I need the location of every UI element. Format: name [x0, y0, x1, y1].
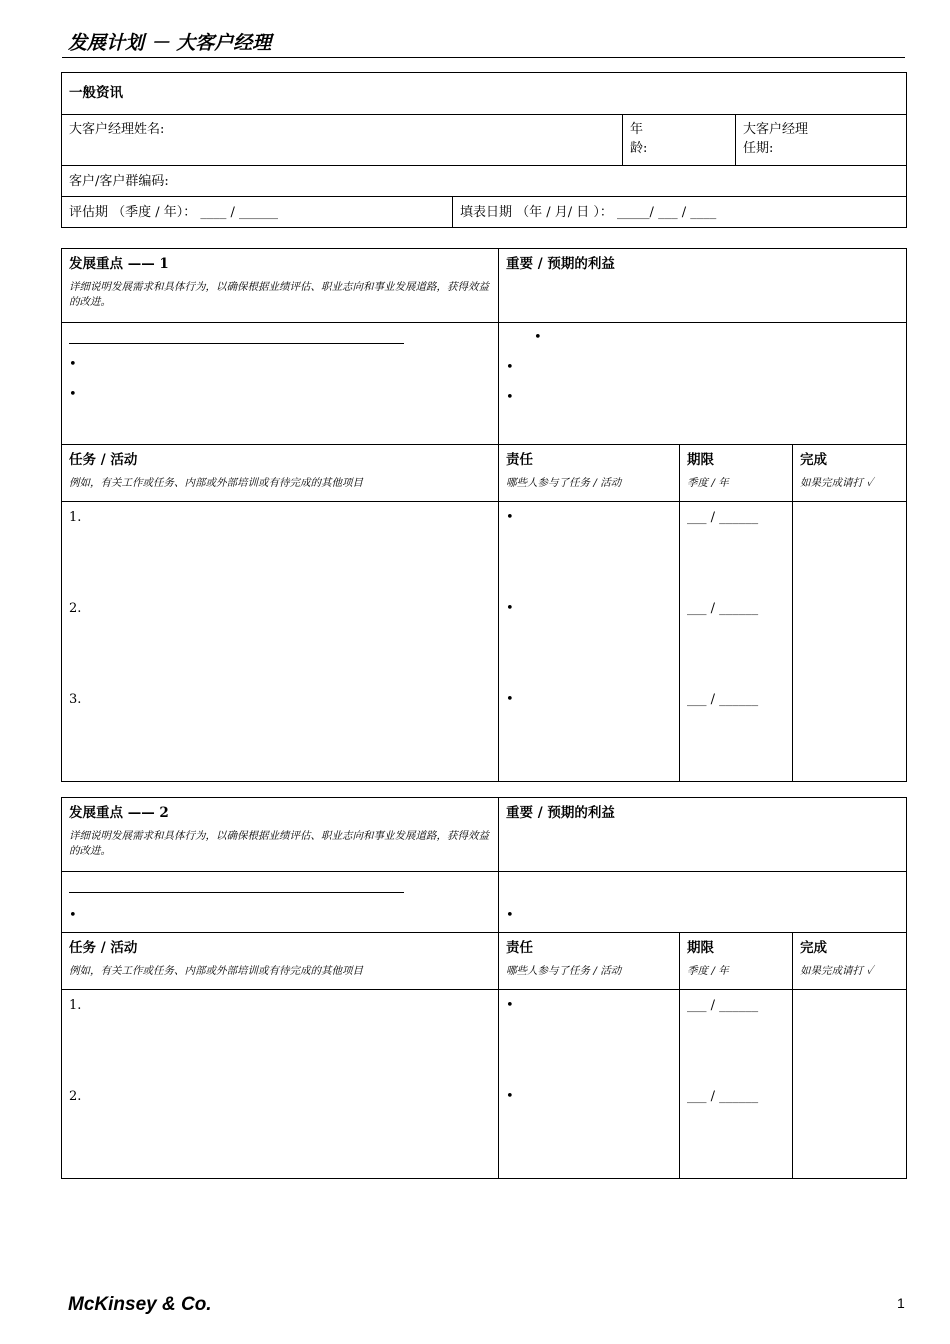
- bullet: •: [69, 908, 77, 923]
- general-info-header: 一般资讯: [62, 73, 907, 115]
- fill-date-field[interactable]: 填表日期 （年 / 月/ 日 ）： _____/ ___ / ____: [453, 197, 907, 228]
- bullet: •: [506, 390, 514, 405]
- bullet: •: [69, 357, 77, 372]
- deadline-value: ___ / ______: [687, 601, 759, 616]
- focus-1-title-cell: [62, 249, 499, 323]
- deadline-value: ___ / ______: [687, 510, 759, 525]
- task-number: 1.: [69, 998, 82, 1013]
- resp-header-cell: 责任 哪些人参与了任务 / 活动: [499, 445, 680, 502]
- focus-1-input-line: [69, 343, 404, 344]
- focus-1-table: [61, 248, 907, 782]
- bullet: •: [534, 330, 542, 345]
- deadline-list-cell[interactable]: [680, 990, 793, 1179]
- focus-1-benefits-cell[interactable]: [499, 323, 907, 445]
- focus-1-title: 发展重点 —— 1: [69, 256, 169, 272]
- focus-2-hint: 详细说明发展需求和具体行为，以确保根据业绩评估、职业志向和事业发展道路，获得效益的改进。: [69, 830, 489, 857]
- focus-2-needs-cell[interactable]: [62, 872, 499, 933]
- general-info-table: [61, 72, 907, 228]
- deadline-list-cell[interactable]: [680, 502, 793, 782]
- client-code-field[interactable]: 客户/客户群编码:: [62, 166, 907, 197]
- focus-2-benefit-header-cell: 重要 / 预期的利益: [499, 798, 907, 872]
- age-field[interactable]: 年 龄:: [623, 115, 736, 166]
- bullet: •: [69, 387, 77, 402]
- task-number: 3.: [69, 692, 82, 707]
- bullet: •: [506, 1089, 514, 1104]
- focus-2-title-cell: [62, 798, 499, 872]
- task-list-cell[interactable]: [62, 990, 499, 1179]
- bullet: •: [506, 908, 514, 923]
- page-title: 发展计划 － 大客户经理: [68, 32, 272, 54]
- done-header-cell: 完成 如果完成请打 ✓: [793, 445, 907, 502]
- bullet: •: [506, 998, 514, 1013]
- focus-1-benefit-header-cell: 重要 / 预期的利益: [499, 249, 907, 323]
- bullet: •: [506, 360, 514, 375]
- deadline-value: ___ / ______: [687, 998, 759, 1013]
- eval-period-field[interactable]: 评估期 （季度 / 年）： ____ / ______: [62, 197, 453, 228]
- focus-2-benefits-cell[interactable]: [499, 872, 907, 933]
- footer-brand: McKinsey & Co.: [68, 1294, 212, 1315]
- focus-2-title: 发展重点 —— 2: [69, 805, 169, 821]
- manager-name-field[interactable]: 大客户经理姓名:: [62, 115, 623, 166]
- resp-list-cell[interactable]: [499, 990, 680, 1179]
- done-header-cell: 完成 如果完成请打 ✓: [793, 933, 907, 990]
- deadline-header-cell: 期限 季度 / 年: [680, 445, 793, 502]
- focus-1-hint: 详细说明发展需求和具体行为，以确保根据业绩评估、职业志向和事业发展道路，获得效益的改进。: [69, 281, 489, 308]
- bullet: •: [506, 510, 514, 525]
- bullet: •: [506, 692, 514, 707]
- page-number: 1: [897, 1295, 905, 1311]
- deadline-header-cell: 期限 季度 / 年: [680, 933, 793, 990]
- focus-1-needs-cell[interactable]: [62, 323, 499, 445]
- task-number: 2.: [69, 1089, 82, 1104]
- tenure-field[interactable]: 大客户经理 任期:: [736, 115, 907, 166]
- title-divider: [62, 57, 905, 58]
- focus-2-input-line: [69, 892, 404, 893]
- deadline-value: ___ / ______: [687, 1089, 759, 1104]
- resp-list-cell[interactable]: [499, 502, 680, 782]
- task-header-cell: 任务 / 活动 例如，有关工作或任务、内部或外部培训或有待完成的其他项目: [62, 933, 499, 990]
- done-list-cell[interactable]: [793, 502, 907, 782]
- task-list-cell[interactable]: [62, 502, 499, 782]
- task-number: 2.: [69, 601, 82, 616]
- task-header-cell: 任务 / 活动 例如，有关工作或任务、内部或外部培训或有待完成的其他项目: [62, 445, 499, 502]
- focus-2-table: [61, 797, 907, 1179]
- done-list-cell[interactable]: [793, 990, 907, 1179]
- task-number: 1.: [69, 510, 82, 525]
- deadline-value: ___ / ______: [687, 692, 759, 707]
- bullet: •: [506, 601, 514, 616]
- resp-header-cell: 责任 哪些人参与了任务 / 活动: [499, 933, 680, 990]
